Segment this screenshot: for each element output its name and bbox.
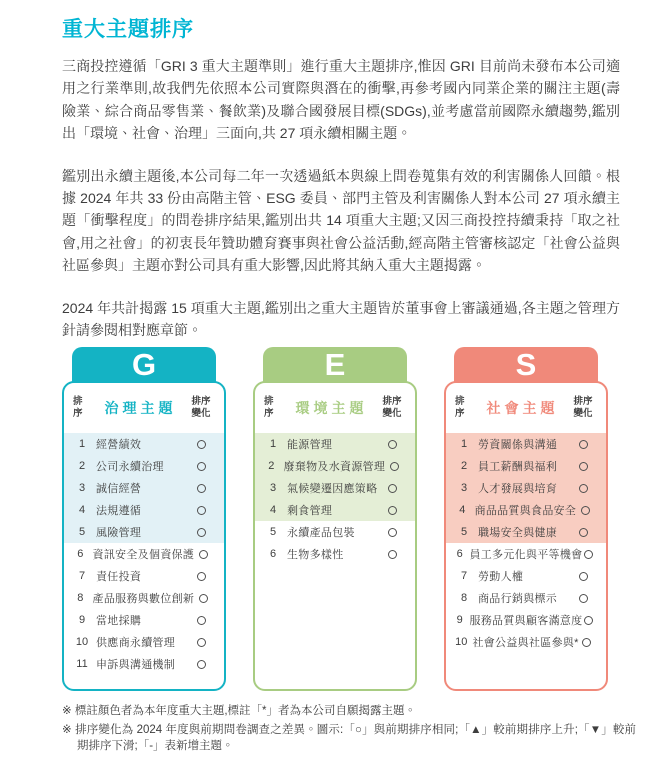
topic-rank: 10 bbox=[455, 636, 468, 649]
footnotes bbox=[0, 691, 664, 755]
topic-label: 勞資關係與溝通 bbox=[478, 439, 558, 452]
topic-row bbox=[446, 631, 606, 653]
rank-same-icon bbox=[199, 550, 208, 559]
rank-change-cell bbox=[576, 506, 594, 515]
table-header-row bbox=[255, 391, 415, 425]
topic-label: 氣候變遷因應策略 bbox=[287, 483, 378, 496]
topic-row bbox=[255, 521, 415, 543]
intro-paragraph-1: 三商投控遵循「GRI 3 重大主題準則」進行重大主題排序,惟因 GRI 目前尚未發布本公司適用之行業準則,故我們先依照本公司實際與潛在的衝擊,再參考國內同業企業的關注主題(壽險業、綜合商品零售業、餐飲業)及聯合國發展目標(SDGs),並考慮當前國際永續趨勢,鑑別出「環境、社會、治理」三面向,共 27 項永續相關主題。 bbox=[62, 58, 620, 142]
topic-row bbox=[446, 499, 606, 521]
topic-rank: 2 bbox=[268, 460, 275, 473]
rank-same-icon bbox=[584, 550, 593, 559]
topic-rank: 1 bbox=[78, 438, 86, 451]
rank-change-cell bbox=[190, 638, 212, 647]
topic-label: 廢棄物及水資源管理 bbox=[283, 461, 386, 474]
topic-rank: 6 bbox=[456, 548, 463, 561]
topic-label: 社會公益與社區參與* bbox=[472, 637, 579, 650]
rank-same-icon bbox=[581, 506, 590, 515]
topic-rank: 5 bbox=[269, 526, 277, 539]
topic-rank: 10 bbox=[75, 636, 89, 649]
rank-change-column-header: 排序 變化 bbox=[382, 396, 402, 420]
rank-change-cell bbox=[381, 484, 403, 493]
rank-same-icon bbox=[388, 440, 397, 449]
rank-same-icon bbox=[388, 528, 397, 537]
rank-same-icon bbox=[199, 594, 208, 603]
topic-row bbox=[446, 565, 606, 587]
topic-row bbox=[446, 477, 606, 499]
topic-rank: 7 bbox=[78, 570, 86, 583]
rank-column-header: 排 序 bbox=[455, 396, 465, 420]
rank-change-cell bbox=[190, 660, 212, 669]
topic-rank: 6 bbox=[269, 548, 277, 561]
topic-row bbox=[64, 609, 224, 631]
rank-change-cell bbox=[194, 594, 212, 603]
topic-label: 生物多樣性 bbox=[287, 549, 344, 562]
topic-row bbox=[64, 543, 224, 565]
topic-label: 責任投資 bbox=[96, 571, 142, 584]
rank-same-icon bbox=[579, 594, 588, 603]
topic-label: 經營績效 bbox=[96, 439, 142, 452]
rank-column-header: 排 序 bbox=[264, 396, 274, 420]
topic-rows bbox=[255, 433, 415, 565]
card-body bbox=[62, 381, 226, 691]
topic-rank: 9 bbox=[78, 614, 86, 627]
topic-row bbox=[64, 455, 224, 477]
topic-column-header: 治理主題 bbox=[104, 400, 177, 417]
topic-label: 剩食管理 bbox=[287, 505, 333, 518]
topic-row bbox=[64, 653, 224, 675]
card-body bbox=[253, 381, 417, 691]
footnote-1: ※ 標註顏色者為本年度重大主題,標註「*」者為本公司自願揭露主題。 bbox=[62, 705, 416, 718]
topic-rank: 1 bbox=[460, 438, 468, 451]
topic-label: 誠信經營 bbox=[96, 483, 142, 496]
topic-row bbox=[64, 477, 224, 499]
topic-rank: 5 bbox=[78, 526, 86, 539]
topic-rank: 4 bbox=[269, 504, 277, 517]
topic-row bbox=[64, 565, 224, 587]
rank-same-icon bbox=[388, 550, 397, 559]
rank-change-cell bbox=[190, 440, 212, 449]
topic-row bbox=[446, 521, 606, 543]
topic-label: 申訴與溝通機制 bbox=[96, 659, 176, 672]
topic-label: 法規遵循 bbox=[96, 505, 142, 518]
rank-change-cell bbox=[381, 528, 403, 537]
rank-same-icon bbox=[197, 506, 206, 515]
card-body bbox=[444, 381, 608, 691]
card-letter: S bbox=[515, 346, 537, 382]
rank-same-icon bbox=[197, 440, 206, 449]
topic-column-header: 環境主題 bbox=[295, 400, 368, 417]
topic-label: 永續產品包裝 bbox=[287, 527, 355, 540]
topic-rank: 5 bbox=[460, 526, 468, 539]
rank-same-icon bbox=[197, 616, 206, 625]
rank-same-icon bbox=[582, 638, 591, 647]
rank-same-icon bbox=[579, 440, 588, 449]
topic-label: 職場安全與健康 bbox=[478, 527, 558, 540]
rank-same-icon bbox=[388, 484, 397, 493]
topic-rank: 11 bbox=[76, 658, 88, 671]
rank-change-cell bbox=[381, 506, 403, 515]
rank-change-cell bbox=[190, 528, 212, 537]
rank-change-cell bbox=[190, 506, 212, 515]
intro-paragraph-3: 2024 年共計揭露 15 項重大主題,鑑別出之重大主題皆於董事會上審議通過,各主題之管理方針請參閱相對應章節。 bbox=[62, 299, 620, 339]
rank-change-cell bbox=[381, 550, 403, 559]
topic-rank: 6 bbox=[77, 548, 84, 561]
rank-change-cell bbox=[572, 484, 594, 493]
table-header-row bbox=[64, 391, 224, 425]
topic-row bbox=[64, 587, 224, 609]
card-s bbox=[444, 347, 608, 691]
topic-row bbox=[446, 455, 606, 477]
card-letter: G bbox=[131, 346, 157, 382]
rank-change-cell bbox=[572, 462, 594, 471]
rank-change-cell bbox=[190, 572, 212, 581]
topic-label: 勞動人權 bbox=[478, 571, 524, 584]
topic-row bbox=[64, 521, 224, 543]
topic-rank: 3 bbox=[269, 482, 277, 495]
rank-change-cell bbox=[190, 462, 212, 471]
topic-row bbox=[64, 631, 224, 653]
topic-row bbox=[255, 477, 415, 499]
topic-label: 商品品質與食品安全 bbox=[474, 505, 577, 518]
rank-same-icon bbox=[579, 528, 588, 537]
rank-same-icon bbox=[579, 572, 588, 581]
rank-change-cell bbox=[579, 638, 594, 647]
topic-row bbox=[255, 543, 415, 565]
topic-column-header: 社會主題 bbox=[486, 400, 559, 417]
rank-same-icon bbox=[197, 660, 206, 669]
intro-paragraph-2: 鑑別出永續主題後,本公司每二年一次透過紙本與線上問卷蒐集有效的利害關係人回饋。根據 2024 年共 33 份由高階主管、ESG 委員、部門主管及利害關係人對本公司 27 項永續主題「衝擊程度」的問卷排序結果,鑑別出共 14 項重大主題;又因三商投控持續秉持「取之社會,用之社會」的初衷長年贊助體育賽事與社會公益活動,經高階主管審核認定「社會公益與社區參與」主題亦對公司具有重大影響,因此將其納入重大主題揭露。 bbox=[62, 167, 620, 274]
topic-row bbox=[446, 587, 606, 609]
card-e bbox=[253, 347, 417, 691]
topic-label: 當地採購 bbox=[96, 615, 142, 628]
topic-label: 資訊安全及個資保護 bbox=[92, 549, 195, 562]
topic-label: 產品服務與數位創新 bbox=[92, 593, 195, 606]
topic-label: 公司永續治理 bbox=[96, 461, 164, 474]
rank-change-cell bbox=[381, 440, 403, 449]
topic-rows bbox=[446, 433, 606, 653]
topic-label: 商品行銷與標示 bbox=[478, 593, 558, 606]
rank-change-column-header: 排序 變化 bbox=[191, 396, 211, 420]
topic-label: 服務品質與顧客滿意度 bbox=[469, 615, 583, 628]
esg-topic-cards bbox=[0, 347, 664, 691]
rank-same-icon bbox=[197, 484, 206, 493]
topic-rows bbox=[64, 433, 224, 675]
rank-change-cell bbox=[190, 616, 212, 625]
rank-same-icon bbox=[197, 572, 206, 581]
topic-label: 員工多元化與平等機會 bbox=[469, 549, 583, 562]
rank-same-icon bbox=[390, 462, 399, 471]
rank-change-cell bbox=[572, 594, 594, 603]
rank-change-cell bbox=[572, 440, 594, 449]
rank-same-icon bbox=[579, 462, 588, 471]
rank-change-cell bbox=[582, 616, 594, 625]
rank-change-cell bbox=[572, 572, 594, 581]
rank-change-cell bbox=[582, 550, 594, 559]
rank-column-header: 排 序 bbox=[73, 396, 83, 420]
rank-change-cell bbox=[572, 528, 594, 537]
rank-same-icon bbox=[584, 616, 593, 625]
topic-rank: 4 bbox=[78, 504, 86, 517]
rank-same-icon bbox=[197, 638, 206, 647]
topic-row bbox=[446, 543, 606, 565]
rank-change-cell bbox=[190, 484, 212, 493]
rank-same-icon bbox=[197, 528, 206, 537]
intro-section bbox=[0, 0, 664, 341]
topic-rank: 9 bbox=[456, 614, 463, 627]
topic-label: 能源管理 bbox=[287, 439, 333, 452]
topic-rank: 4 bbox=[459, 504, 466, 517]
topic-label: 風險管理 bbox=[96, 527, 142, 540]
rank-change-cell bbox=[385, 462, 403, 471]
rank-change-column-header: 排序 變化 bbox=[573, 396, 593, 420]
rank-change-cell bbox=[194, 550, 212, 559]
topic-rank: 3 bbox=[460, 482, 468, 495]
rank-same-icon bbox=[579, 484, 588, 493]
topic-label: 員工薪酬與福利 bbox=[478, 461, 558, 474]
topic-rank: 2 bbox=[460, 460, 468, 473]
topic-row bbox=[255, 455, 415, 477]
topic-row bbox=[64, 499, 224, 521]
topic-rank: 7 bbox=[460, 570, 468, 583]
topic-row bbox=[255, 499, 415, 521]
topic-rank: 8 bbox=[460, 592, 468, 605]
topic-rank: 1 bbox=[269, 438, 277, 451]
topic-row bbox=[255, 433, 415, 455]
topic-row bbox=[446, 433, 606, 455]
topic-row bbox=[64, 433, 224, 455]
card-letter: E bbox=[324, 346, 346, 382]
topic-rank: 8 bbox=[77, 592, 84, 605]
page-title: 重大主題排序 bbox=[62, 18, 194, 41]
footnote-2: ※ 排序變化為 2024 年度與前期問卷調查之差異。圖示:「○」與前期排序相同;「▲」較前期排序上升;「▼」較前期排序下滑;「-」表新增主題。 bbox=[62, 723, 636, 753]
rank-same-icon bbox=[388, 506, 397, 515]
card-g bbox=[62, 347, 226, 691]
topic-label: 供應商永續管理 bbox=[96, 637, 176, 650]
topic-rank: 3 bbox=[78, 482, 86, 495]
topic-rank: 2 bbox=[78, 460, 86, 473]
rank-same-icon bbox=[197, 462, 206, 471]
table-header-row bbox=[446, 391, 606, 425]
topic-row bbox=[446, 609, 606, 631]
topic-label: 人才發展與培育 bbox=[478, 483, 558, 496]
